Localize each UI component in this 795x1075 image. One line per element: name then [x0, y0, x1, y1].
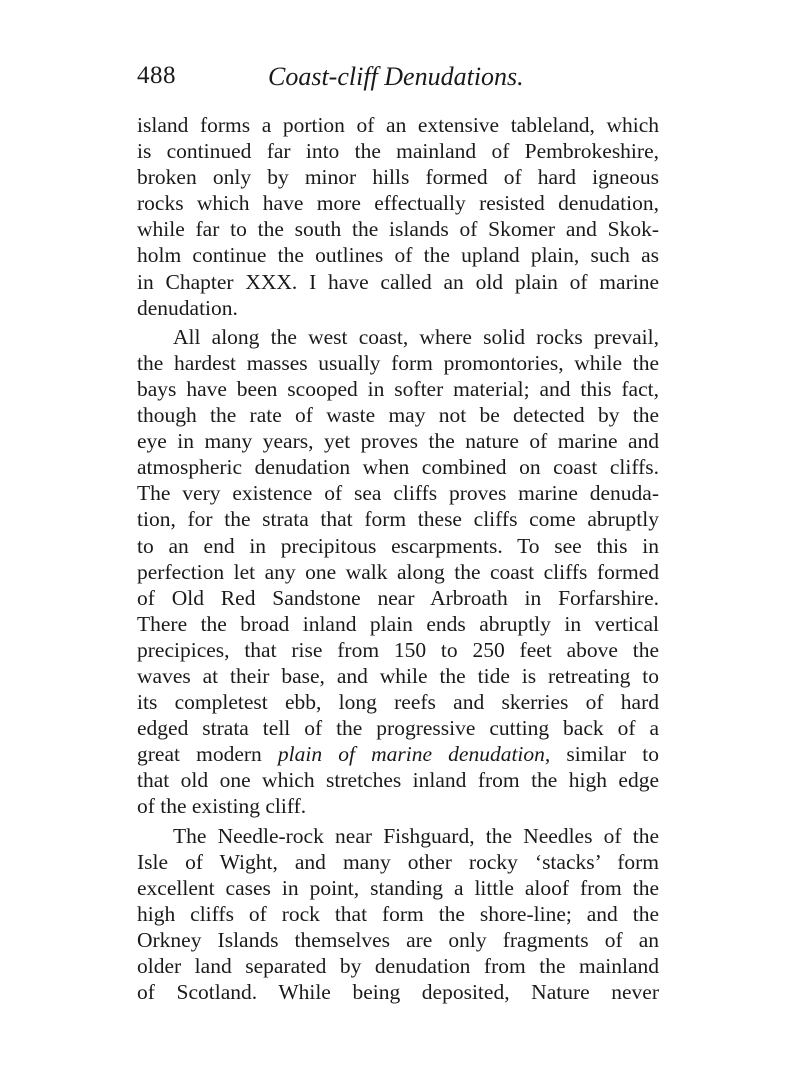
text-line: to an end in precipitous escarpments. To see this in	[137, 533, 659, 558]
text-line: precipices, that rise from 150 to 250 feet above the	[137, 637, 659, 662]
text-line: Isle of Wight, and many other rocky ‘stacks’ form	[137, 849, 659, 874]
text-line: tion, for the strata that form these cliffs come abruptly	[137, 507, 659, 532]
text-line: eye in many years, yet proves the nature of marine and	[137, 429, 659, 454]
text-line: perfection let any one walk along the coast cliffs formed	[137, 559, 659, 584]
text-line: while far to the south the islands of Skomer and Skok-	[137, 217, 659, 242]
paragraph-1	[137, 112, 659, 321]
text-line: waves at their base, and while the tide is retreating to	[137, 663, 659, 688]
text-segment: great modern	[137, 742, 278, 767]
text-line: excellent cases in point, standing a little aloof from the	[137, 875, 659, 900]
italic-phrase: plain of marine denudation,	[277, 742, 551, 767]
text-line: the hardest masses usually form promontories, while the	[137, 350, 659, 375]
text-line: of Old Red Sandstone near Arbroath in Forfarshire.	[137, 585, 659, 610]
text-line: high cliffs of rock that form the shore-line; and the	[137, 901, 659, 926]
text-line: edged strata tell of the progressive cutting back of a	[137, 716, 659, 741]
text-line: denudation.	[137, 295, 238, 320]
body-text	[137, 112, 659, 1005]
text-line: is continued far into the mainland of Pembrokeshire,	[137, 139, 659, 164]
text-line: There the broad inland plain ends abruptly in vertical	[137, 611, 659, 636]
text-line: bays have been scooped in softer material; and this fact,	[137, 376, 659, 401]
text-line: its completest ebb, long reefs and skerries of hard	[137, 690, 659, 715]
text-line: island forms a portion of an extensive tableland, which	[137, 113, 659, 137]
text-line: rocks which have more effectually resisted denudation,	[137, 191, 659, 216]
text-line: of the existing cliff.	[137, 794, 307, 819]
text-line: though the rate of waste may not be detected by the	[137, 403, 659, 428]
text-line: All along the west coast, where solid rocks prevail,	[173, 324, 659, 349]
text-line: The Needle-rock near Fishguard, the Needles of the	[173, 823, 659, 848]
text-line-with-italic	[137, 741, 659, 767]
text-line: in Chapter XXX. I have called an old plain of marine	[137, 269, 659, 294]
text-line: atmospheric denudation when combined on coast cliffs.	[137, 455, 659, 480]
text-line: Orkney Islands themselves are only fragments of an	[137, 927, 659, 952]
page-header	[137, 62, 659, 102]
paragraph-2	[137, 324, 659, 820]
page-number: 488	[137, 62, 176, 89]
text-line: broken only by minor hills formed of hard igneous	[137, 165, 659, 190]
running-title: Coast-cliff Denudations.	[268, 62, 524, 91]
text-line: of Scotland. While being deposited, Nature never	[137, 980, 659, 1005]
text-line: older land separated by denudation from the mainland	[137, 954, 659, 978]
text-line: holm continue the outlines of the upland plain, such as	[137, 243, 659, 268]
paragraph-3	[137, 823, 659, 1006]
text-line: The very existence of sea cliffs proves marine denuda-	[137, 481, 659, 506]
text-segment: similar to	[550, 742, 659, 767]
text-line: that old one which stretches inland from the high edge	[137, 768, 659, 793]
